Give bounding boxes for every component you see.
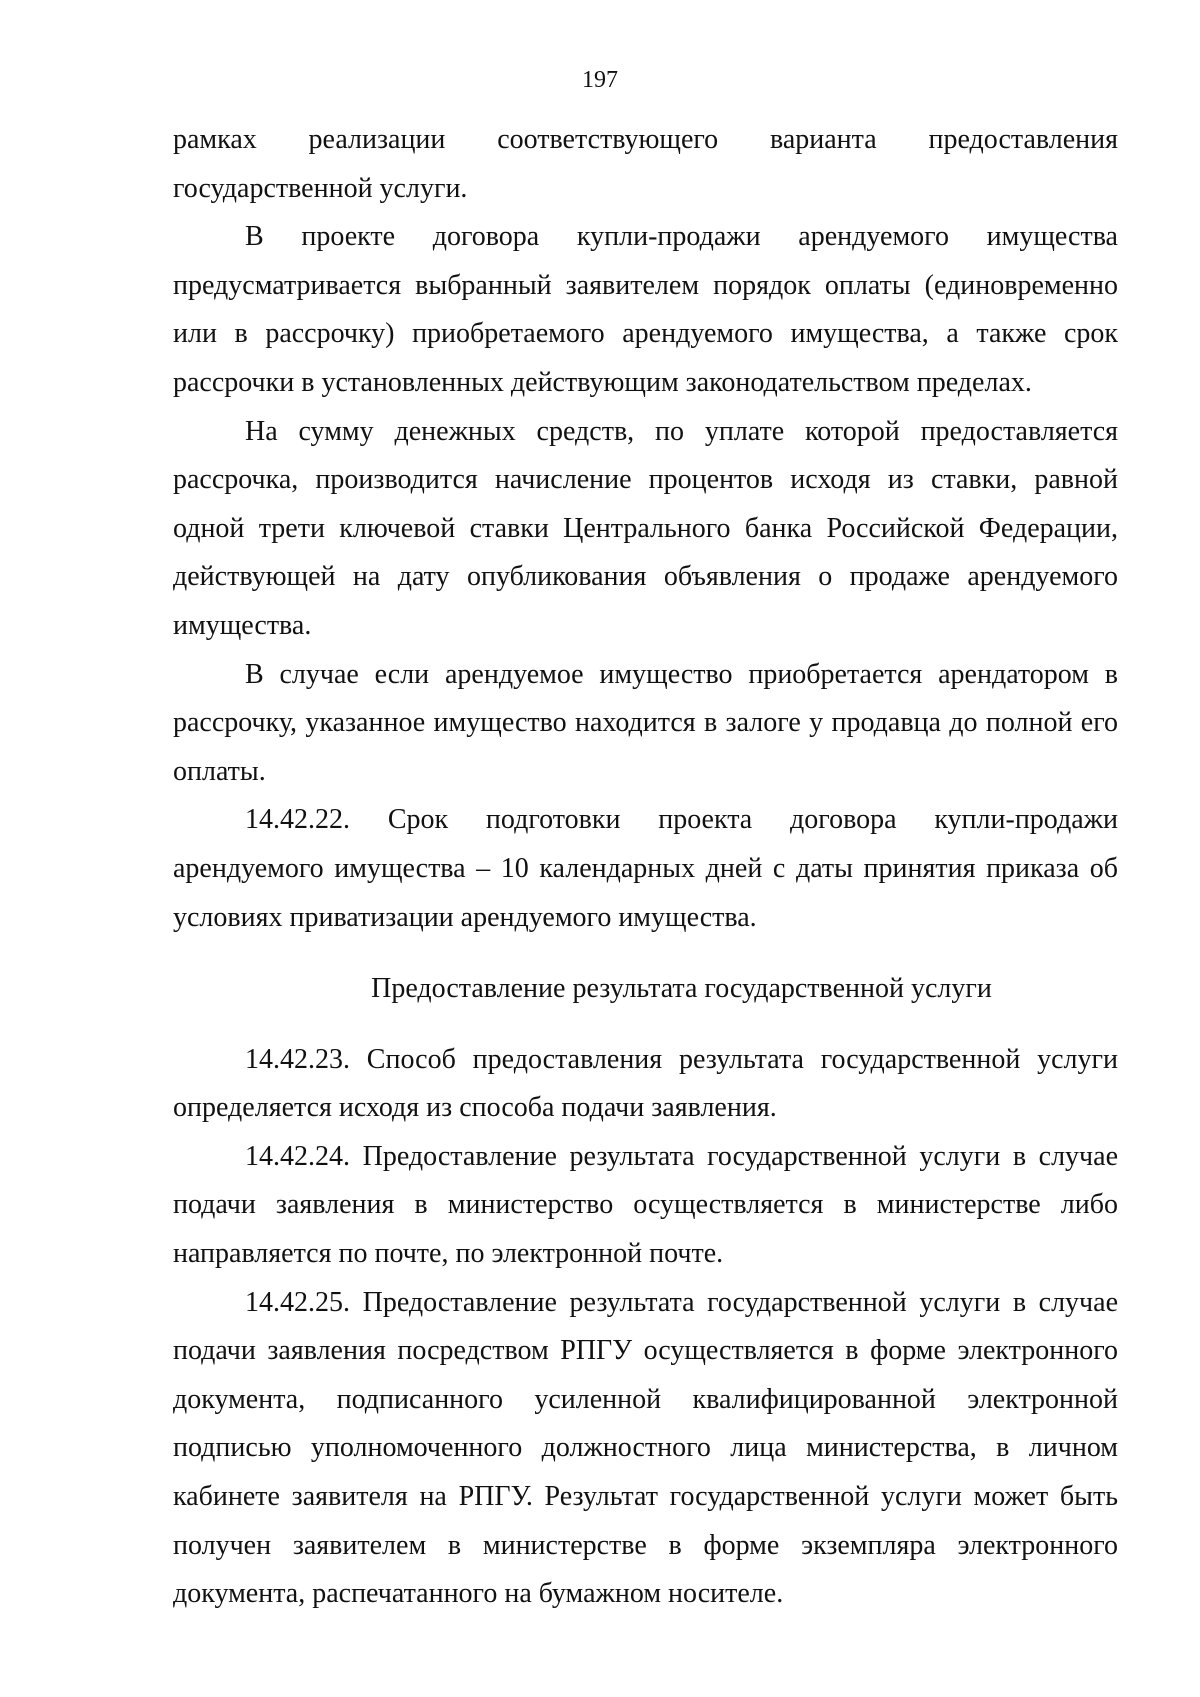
document-body <box>173 116 1118 1619</box>
paragraph-14-42-23: 14.42.23. Способ предоставления результата государственной услуги определяется исходя из способа подачи заявления. <box>173 1043 1118 1124</box>
paragraph-interest: На сумму денежных средств, по уплате которой предоставляется рассрочка, производится начисление процентов исходя из ставки, равной одной трети ключевой ставки Центрального банка Российской Федерации, действующей на дату опубликования объявления о продаже арендуемого имущества. <box>173 415 1118 641</box>
paragraph-14-42-25: 14.42.25. Предоставление результата государственной услуги в случае подачи заявления посредством РПГУ осуществляется в форме электронного документа, подписанного усиленной квалифицированной электронной подписью уполномоченного должностного лица министерства, в личном кабинете заявителя на РПГУ. Результат государственной услуги может быть получен заявителем в министерстве в форме экземпляра электронного документа, распечатанного на бумажном носителе. <box>173 1286 1118 1610</box>
page-number: 197 <box>582 67 618 93</box>
paragraph-continuation: рамках реализации соответствующего варианта предоставления государственной услуги. <box>173 124 1118 204</box>
paragraph-14-42-24: 14.42.24. Предоставление результата государственной услуги в случае подачи заявления в министерство осуществляется в министерстве либо направляется по почте, по электронной почте. <box>173 1140 1118 1270</box>
paragraph-pledge: В случае если арендуемое имущество приобретается арендатором в рассрочку, указанное имущество находится в залоге у продавца до полной его оплаты. <box>173 658 1118 787</box>
section-heading: Предоставление результата государственной услуги <box>371 973 992 1005</box>
paragraph-contract-draft: В проекте договора купли-продажи арендуемого имущества предусматривается выбранный заявителем порядок оплаты (единовременно или в рассрочку) приобретаемого арендуемого имущества, а также срок рассрочки в установленных действующим законодательством пределах. <box>173 221 1118 398</box>
paragraph-14-42-22: 14.42.22. Срок подготовки проекта договора купли-продажи арендуемого имущества – 10 календарных дней с даты принятия приказа об условиях приватизации арендуемого имущества. <box>173 804 1118 933</box>
